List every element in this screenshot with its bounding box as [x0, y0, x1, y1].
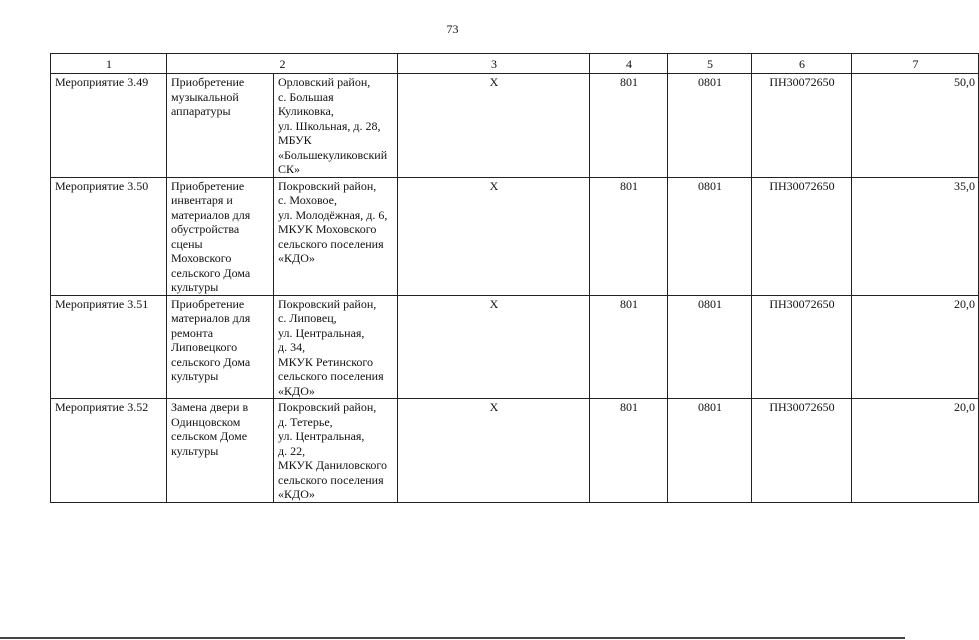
amount-cell: 35,0: [852, 177, 979, 295]
location-line: с. Моховое,: [278, 193, 337, 207]
description-line: культуры: [171, 443, 219, 458]
location-line: Орловский район,: [278, 75, 371, 89]
description-line: Приобретение: [171, 296, 245, 311]
description-cell: [167, 399, 274, 503]
description-line: культуры: [171, 280, 219, 294]
header-col-2: 2: [167, 54, 398, 74]
col6-cell: ПН30072650: [752, 177, 852, 295]
table-row: [51, 74, 979, 178]
description-line: культуры: [171, 369, 219, 383]
location-line: д. Тетерье,: [278, 414, 333, 429]
description-line: сельском Доме: [171, 429, 248, 443]
header-col-5: 5: [668, 54, 752, 74]
description-line: Моховского: [171, 251, 232, 265]
description-line: инвентаря и: [171, 193, 233, 207]
col6-cell: ПН30072650: [752, 399, 852, 503]
location-line: МКУК Даниловского: [278, 458, 388, 472]
description-line: аппаратуры: [171, 104, 231, 118]
description-line: Приобретение: [171, 75, 245, 89]
description-line: Липовецкого: [171, 340, 238, 354]
description-line: материалов для: [171, 207, 251, 222]
amount-cell: 20,0: [852, 399, 979, 503]
col4-cell: 801: [590, 177, 668, 295]
col5-cell: 0801: [668, 399, 752, 503]
col4-cell: 801: [590, 295, 668, 399]
event-name-cell: Мероприятие 3.51: [51, 295, 167, 399]
header-row: [51, 54, 979, 74]
location-line: «КДО»: [278, 487, 315, 501]
col3-cell: X: [398, 295, 590, 399]
col6-cell: ПН30072650: [752, 74, 852, 178]
location-cell: [274, 177, 398, 295]
location-line: д. 34,: [278, 340, 306, 354]
description-line: обустройства: [171, 222, 240, 236]
location-line: сельского поселения: [278, 369, 384, 383]
col6-cell: ПН30072650: [752, 295, 852, 399]
location-line: Куликовка,: [278, 104, 334, 118]
location-line: сельского поселения: [278, 236, 384, 251]
description-line: ремонта: [171, 325, 214, 340]
event-name-cell: Мероприятие 3.50: [51, 177, 167, 295]
description-line: Приобретение: [171, 178, 245, 193]
col3-cell: X: [398, 177, 590, 295]
location-line: ул. Школьная, д. 28,: [278, 118, 381, 133]
header-col-3: 3: [398, 54, 590, 74]
description-cell: [167, 74, 274, 178]
col4-cell: 801: [590, 74, 668, 178]
location-line: ул. Центральная,: [278, 325, 365, 340]
location-line: ул. Молодёжная, д. 6,: [278, 207, 388, 222]
location-line: «КДО»: [278, 383, 315, 398]
location-line: «КДО»: [278, 251, 315, 265]
description-line: материалов для: [171, 311, 251, 325]
description-line: сельского Дома: [171, 354, 251, 369]
amount-cell: 20,0: [852, 295, 979, 399]
location-line: с. Большая: [278, 89, 334, 104]
location-line: МБУК: [278, 133, 312, 147]
location-line: МКУК Ретинского: [278, 354, 374, 369]
description-cell: [167, 177, 274, 295]
col5-cell: 0801: [668, 177, 752, 295]
header-col-1: 1: [51, 54, 167, 74]
page-number: 73: [446, 22, 459, 36]
event-name-cell: Мероприятие 3.49: [51, 74, 167, 178]
description-line: музыкальной: [171, 89, 239, 104]
location-line: МКУК Моховского: [278, 222, 377, 236]
location-cell: [274, 74, 398, 178]
location-line: Покровский район,: [278, 178, 377, 193]
location-line: с. Липовец,: [278, 311, 337, 325]
table-row: [51, 177, 979, 295]
col3-cell: X: [398, 399, 590, 503]
header-col-7: 7: [852, 54, 979, 74]
location-line: СК»: [278, 162, 301, 176]
col4-cell: 801: [590, 399, 668, 503]
event-name-cell: Мероприятие 3.52: [51, 399, 167, 503]
location-line: Покровский район,: [278, 400, 377, 414]
budget-table: [50, 53, 979, 503]
description-line: сельского Дома: [171, 265, 251, 280]
page-bottom-rule: [0, 637, 905, 639]
location-line: д. 22,: [278, 443, 306, 458]
description-line: сцены: [171, 236, 203, 251]
header-col-4: 4: [590, 54, 668, 74]
header-col-6: 6: [752, 54, 852, 74]
col5-cell: 0801: [668, 295, 752, 399]
table-row: [51, 295, 979, 399]
table-row: [51, 399, 979, 503]
description-cell: [167, 295, 274, 399]
col5-cell: 0801: [668, 74, 752, 178]
location-line: Покровский район,: [278, 296, 377, 311]
location-line: сельского поселения: [278, 472, 384, 487]
description-line: Замена двери в: [171, 400, 249, 414]
location-cell: [274, 399, 398, 503]
location-line: «Большекуликовский: [278, 147, 388, 162]
location-cell: [274, 295, 398, 399]
location-line: ул. Центральная,: [278, 429, 365, 443]
col3-cell: X: [398, 74, 590, 178]
amount-cell: 50,0: [852, 74, 979, 178]
description-line: Одинцовском: [171, 414, 241, 429]
